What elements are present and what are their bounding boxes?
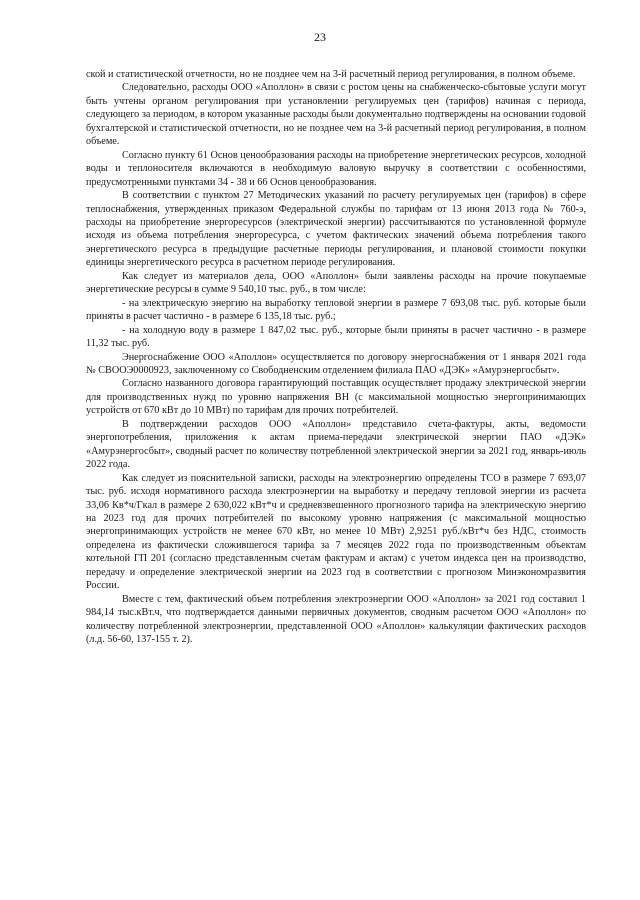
list-item-electricity: - на электрическую энергию на выработку тепловой энергии в размере 7 693,08 тыс. руб. которые были приняты в расчет частично - в размере 6 135,18 тыс. руб.;: [86, 297, 586, 323]
list-item-cold-water: - на холодную воду в размере 1 847,02 тыс. руб., которые были приняты в расчет частично - в размере 11,32 тыс. руб.: [86, 324, 586, 350]
page-number: 23: [314, 30, 326, 44]
paragraph-energy-supply-contract: Энергоснабжение ООО «Аполлон» осуществляется по договору энергоснабжения от 1 января 2021 года № СВООЭ0000923, заключенному со Свободненским отделением филиала ПАО «ДЭК» «Амурэнергосбыт».: [86, 351, 586, 376]
paragraph-declared-expenses: Как следует из материалов дела, ООО «Аполлон» были заявлены расходы на прочие покупаемые энергетические ресурсы в сумме 9 540,10 тыс. руб., в том числе:: [86, 270, 586, 296]
paragraph-continuation: ской и статистической отчетности, но не позднее чем на 3-й расчетный период регулирования, в полном объеме.: [86, 69, 576, 80]
paragraph-actual-consumption: Вместе с тем, фактический объем потребления электроэнергии ООО «Аполлон» за 2021 год составил 1 984,14 тыс.кВт.ч, что подтверждается данными первичных документов, сводным расчетом ООО «Аполлон» по количеству потребленной электроэнергии, представленной ООО «Аполлон» калькуляции фактических расходов (л.д. 56-60, 137-155 т. 2).: [86, 593, 586, 646]
paragraph-contract-terms: Согласно названного договора гарантирующий поставщик осуществляет продажу электрической энергии для производственных нужд по уровню напряжения ВН (с максимальной мощностью энергопринимающих устройств от 670 кВт до 10 МВт) по тарифам для прочих потребителей.: [86, 378, 586, 417]
paragraph-conclusion: Следовательно, расходы ООО «Аполлон» в связи с ростом цены на снабженческо-сбытовые услуги могут быть учтены органом регулирования при установлении регулируемых цен (тарифов) начиная с периода, следующего за периодом, в котором указанные расходы были документально подтверждены на основании годовой бухгалтерской и статистической отчетности, но не позднее чем на 3-й расчетный период регулирования, в полном объеме.: [86, 82, 586, 148]
paragraph-supporting-documents: В подтверждении расходов ООО «Аполлон» представило счета-фактуры, акты, ведомости энергопотребления, приложения к актам приема-передачи электрической энергии ПАО «ДЭК» «Амурэнергосбыт», сводный расчет по количеству потребленной электрической энергии за 2021 год, январь-июль 2022 года.: [86, 418, 586, 471]
document-body: [86, 68, 586, 646]
paragraph-explanatory-note: Как следует из пояснительной записки, расходы на электроэнергию определены ТСО в размере 7 693,07 тыс. руб. исходя нормативного расхода электроэнергии на выработку и передачу тепловой энергии из расчета 33,06 Кв*ч/Гкал в размере 2 630,022 кВт*ч и средневзвешенного прогнозного тарифа на электрическую энергию на 2023 год для прочих потребителей по высокому уровню напряжения (с максимальной мощностью энергопринимающих устройств не менее 670 кВт, но менее 10 МВт) 2,9251 руб./кВт*ч без НДС, стоимость определена из фактически сложившегося тарифа за 7 месяцев 2022 года по производственным объектам котельной ГП 201 (согласно представленным счетам фактурам и актам) с учетом индекса цен на производство, передачу и определение электрической энергии на 2023 год в соответствии с прогнозом Минэкономразвития России.: [86, 472, 586, 592]
paragraph-point-61: Согласно пункту 61 Основ ценообразования расходы на приобретение энергетических ресурсов, холодной воды и теплоносителя включаются в необходимую валовую выручку в соответствии с особенностями, предусмотренными пунктами 34 - 38 и 66 Основ ценообразования.: [86, 149, 586, 188]
paragraph-point-27: В соответствии с пунктом 27 Методических указаний по расчету регулируемых цен (тарифов) в сфере теплоснабжения, утвержденных приказом Федеральной службы по тарифам от 13 июня 2013 года № 760-э, расходы на приобретение энергоресурсов (электрической энергии) рассчитываются по установленной формуле исходя из объема потребления энергоресурса, с учетом фактических значений объема потребления такого энергетического ресурса в предыдущие расчетные периоды регулирования, и плановой стоимости покупки единицы энергетического ресурса в расчетном периоде регулирования.: [86, 190, 586, 269]
